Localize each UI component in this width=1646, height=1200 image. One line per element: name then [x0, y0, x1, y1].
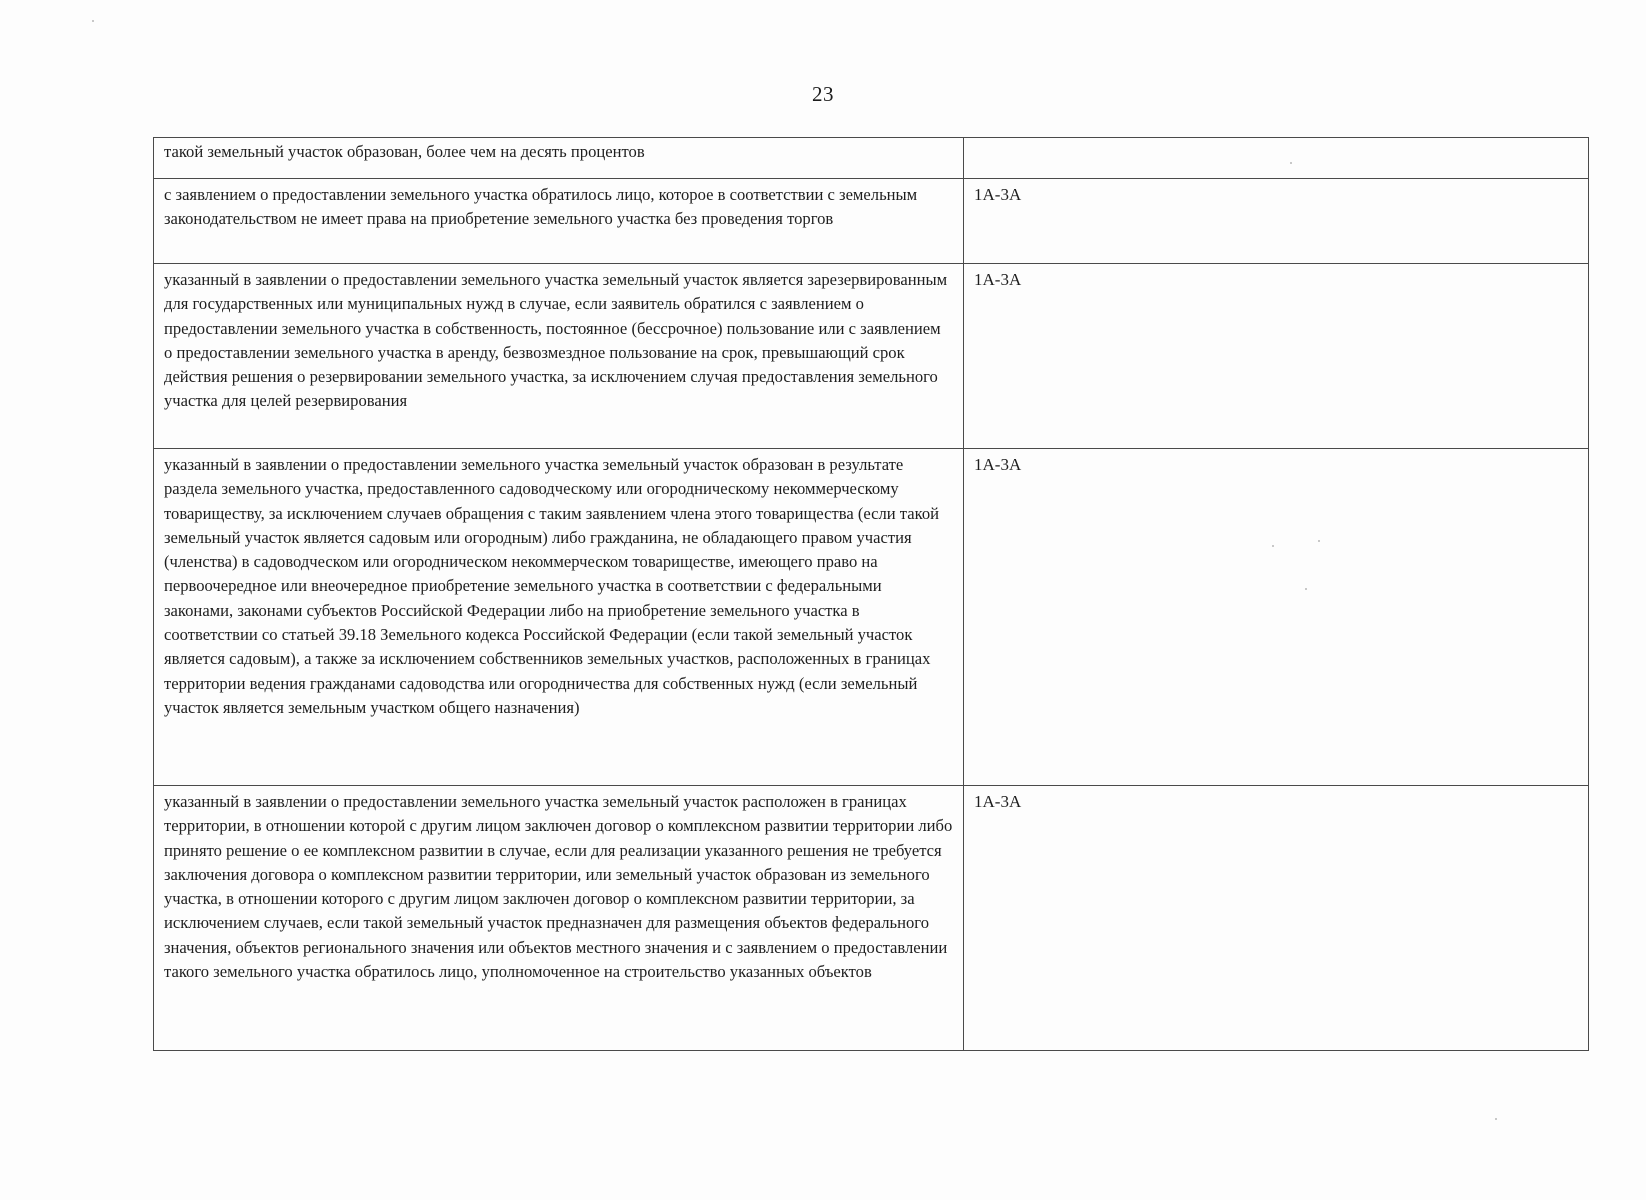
- scan-speck: [1305, 588, 1307, 590]
- scan-speck: [1290, 162, 1292, 164]
- code-cell: 1А-3А: [964, 179, 1589, 264]
- ground-text-cell: указанный в заявлении о предоставлении земельного участка земельный участок является зарезервированным для государственных или муниципальных нужд в случае, если заявитель обратился с заявлением о предоставлении земельного участка в собственность, постоянное (бессрочное) пользование или с заявлением о предоставлении земельного участка в аренду, безвозмездное пользование на срок, превышающий срок действия решения о резервировании земельного участка, за исключением случая предоставления земельного участка для целей резервирования: [154, 264, 964, 449]
- ground-text-cell: такой земельный участок образован, более чем на десять процентов: [154, 138, 964, 179]
- scan-speck: [1272, 545, 1274, 547]
- code-cell: 1А-3А: [964, 786, 1589, 1051]
- ground-text-cell: с заявлением о предоставлении земельного участка обратилось лицо, которое в соответствии с земельным законодательством не имеет права на приобретение земельного участка без проведения торгов: [154, 179, 964, 264]
- table-row: [154, 264, 1589, 449]
- page-number: 23: [812, 82, 834, 106]
- table-row: [154, 179, 1589, 264]
- ground-text-cell: указанный в заявлении о предоставлении земельного участка земельный участок образован в результате раздела земельного участка, предоставленного садоводческому или огородническому некоммерческому товариществу, за исключением случаев обращения с таким заявлением члена этого товарищества (если такой земельный участок является садовым или огородным) либо гражданина, не обладающего правом участия (членства) в садоводческом или огородническом некоммерческом товариществе, имеющего право на первоочередное или внеочередное приобретение земельного участка в соответствии с федеральными законами, законами субъектов Российской Федерации либо на приобретение земельного участка в соответствии со статьей 39.18 Земельного кодекса Российской Федерации (если такой земельный участок является садовым), а также за исключением собственников земельных участков, расположенных в границах территории ведения гражданами садоводства или огородничества для собственных нужд (если земельный участок является земельным участком общего назначения): [154, 449, 964, 786]
- table-row: [154, 786, 1589, 1051]
- code-cell: 1А-3А: [964, 264, 1589, 449]
- scan-speck: [1495, 1118, 1497, 1120]
- scan-speck: [1318, 540, 1320, 542]
- table-row: [154, 449, 1589, 786]
- scan-speck: [92, 20, 94, 22]
- code-cell: 1А-3А: [964, 449, 1589, 786]
- code-cell: [964, 138, 1589, 179]
- table-row: [154, 138, 1589, 179]
- ground-text-cell: указанный в заявлении о предоставлении земельного участка земельный участок расположен в границах территории, в отношении которой с другим лицом заключен договор о комплексном развитии территории либо принято решение о ее комплексном развитии в случае, если для реализации указанного решения не требуется заключения договора о комплексном развитии территории, или земельный участок образован из земельного участка, в отношении которого с другим лицом заключен договор о комплексном развитии территории, за исключением случаев, если такой земельный участок предназначен для размещения объектов федерального значения, объектов регионального значения или объектов местного значения и с заявлением о предоставлении такого земельного участка обратилось лицо, уполномоченное на строительство указанных объектов: [154, 786, 964, 1051]
- grounds-table: [153, 137, 1589, 1051]
